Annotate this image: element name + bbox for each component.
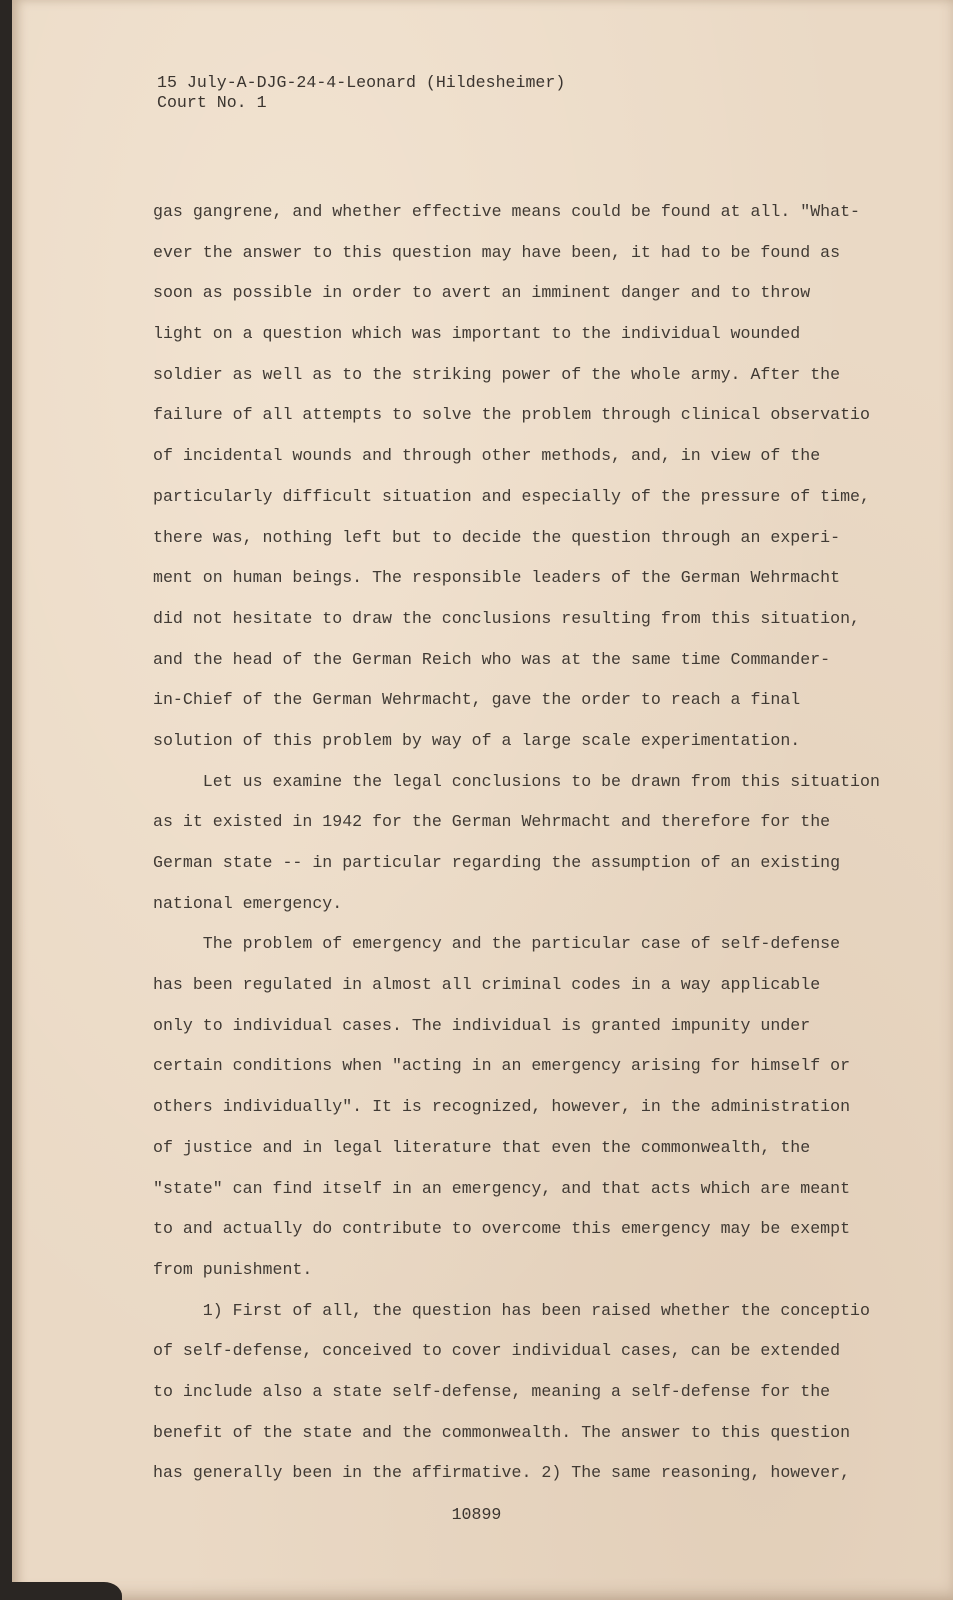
body-line: ever the answer to this question may have been, it had to be found as: [153, 242, 841, 262]
body-line: German state -- in particular regarding the assumption of an existing: [153, 853, 841, 872]
body-line: benefit of the state and the commonwealth. The answer to this question: [153, 1422, 851, 1442]
body-line: to include also a state self-defense, meaning a self-defense for the: [153, 1381, 831, 1401]
body-line: of self-defense, conceived to cover individual cases, can be extended: [153, 1341, 841, 1361]
body-line: 1) First of all, the question has been raised whether the conceptio: [153, 1300, 870, 1320]
body-line: as it existed in 1942 for the German Wehrmacht and therefore for the: [153, 812, 831, 832]
body-line: light on a question which was important to the individual wounded: [153, 324, 801, 344]
header-court-number: Court No. 1: [157, 93, 267, 112]
body-line: has been regulated in almost all criminal codes in a way applicable: [153, 975, 821, 995]
document-header: [157, 73, 857, 113]
body-line: gas gangrene, and whether effective means could be found at all. "What-: [153, 202, 861, 221]
body-line: soldier as well as to the striking power of the whole army. After the: [153, 364, 841, 384]
body-line: certain conditions when "acting in an emergency arising for himself or: [153, 1056, 851, 1076]
page-number: 10899: [451, 1505, 502, 1524]
body-line: has generally been in the affirmative. 2) The same reasoning, however,: [153, 1463, 851, 1483]
body-line: failure of all attempts to solve the problem through clinical observatio: [153, 405, 870, 425]
body-line: there was, nothing left but to decide the question through an experi-: [153, 527, 841, 547]
body-line: to and actually do contribute to overcome this emergency may be exempt: [153, 1219, 851, 1239]
body-line: solution of this problem by way of a large scale experimentation.: [153, 730, 801, 750]
body-line: "state" can find itself in an emergency, and that acts which are meant: [153, 1178, 851, 1198]
body-line: Let us examine the legal conclusions to be drawn from this situation: [153, 771, 880, 791]
body-line: and the head of the German Reich who was at the same time Commander-: [153, 649, 831, 669]
body-line: others individually". It is recognized, however, in the administration: [153, 1097, 851, 1117]
body-line: soon as possible in order to avert an imminent danger and to throw: [153, 283, 811, 303]
torn-corner: [12, 1582, 122, 1600]
body-line: ment on human beings. The responsible leaders of the German Wehrmacht: [153, 568, 841, 588]
body-line: from punishment.: [153, 1259, 313, 1279]
body-line: national emergency.: [153, 893, 343, 913]
body-line: particularly difficult situation and especially of the pressure of time,: [153, 486, 870, 506]
header-case-reference: 15 July-A-DJG-24-4-Leonard (Hildesheimer): [157, 73, 566, 92]
body-line: of incidental wounds and through other methods, and, in view of the: [153, 446, 821, 466]
body-line: did not hesitate to draw the conclusions resulting from this situation,: [153, 608, 861, 628]
body-line: of justice and in legal literature that even the commonwealth, the: [153, 1137, 811, 1157]
body-line: The problem of emergency and the particular case of self-defense: [153, 934, 841, 954]
body-line: only to individual cases. The individual is granted impunity under: [153, 1015, 811, 1035]
document-body: [153, 192, 893, 1494]
body-line: in-Chief of the German Wehrmacht, gave the order to reach a final: [153, 690, 801, 710]
